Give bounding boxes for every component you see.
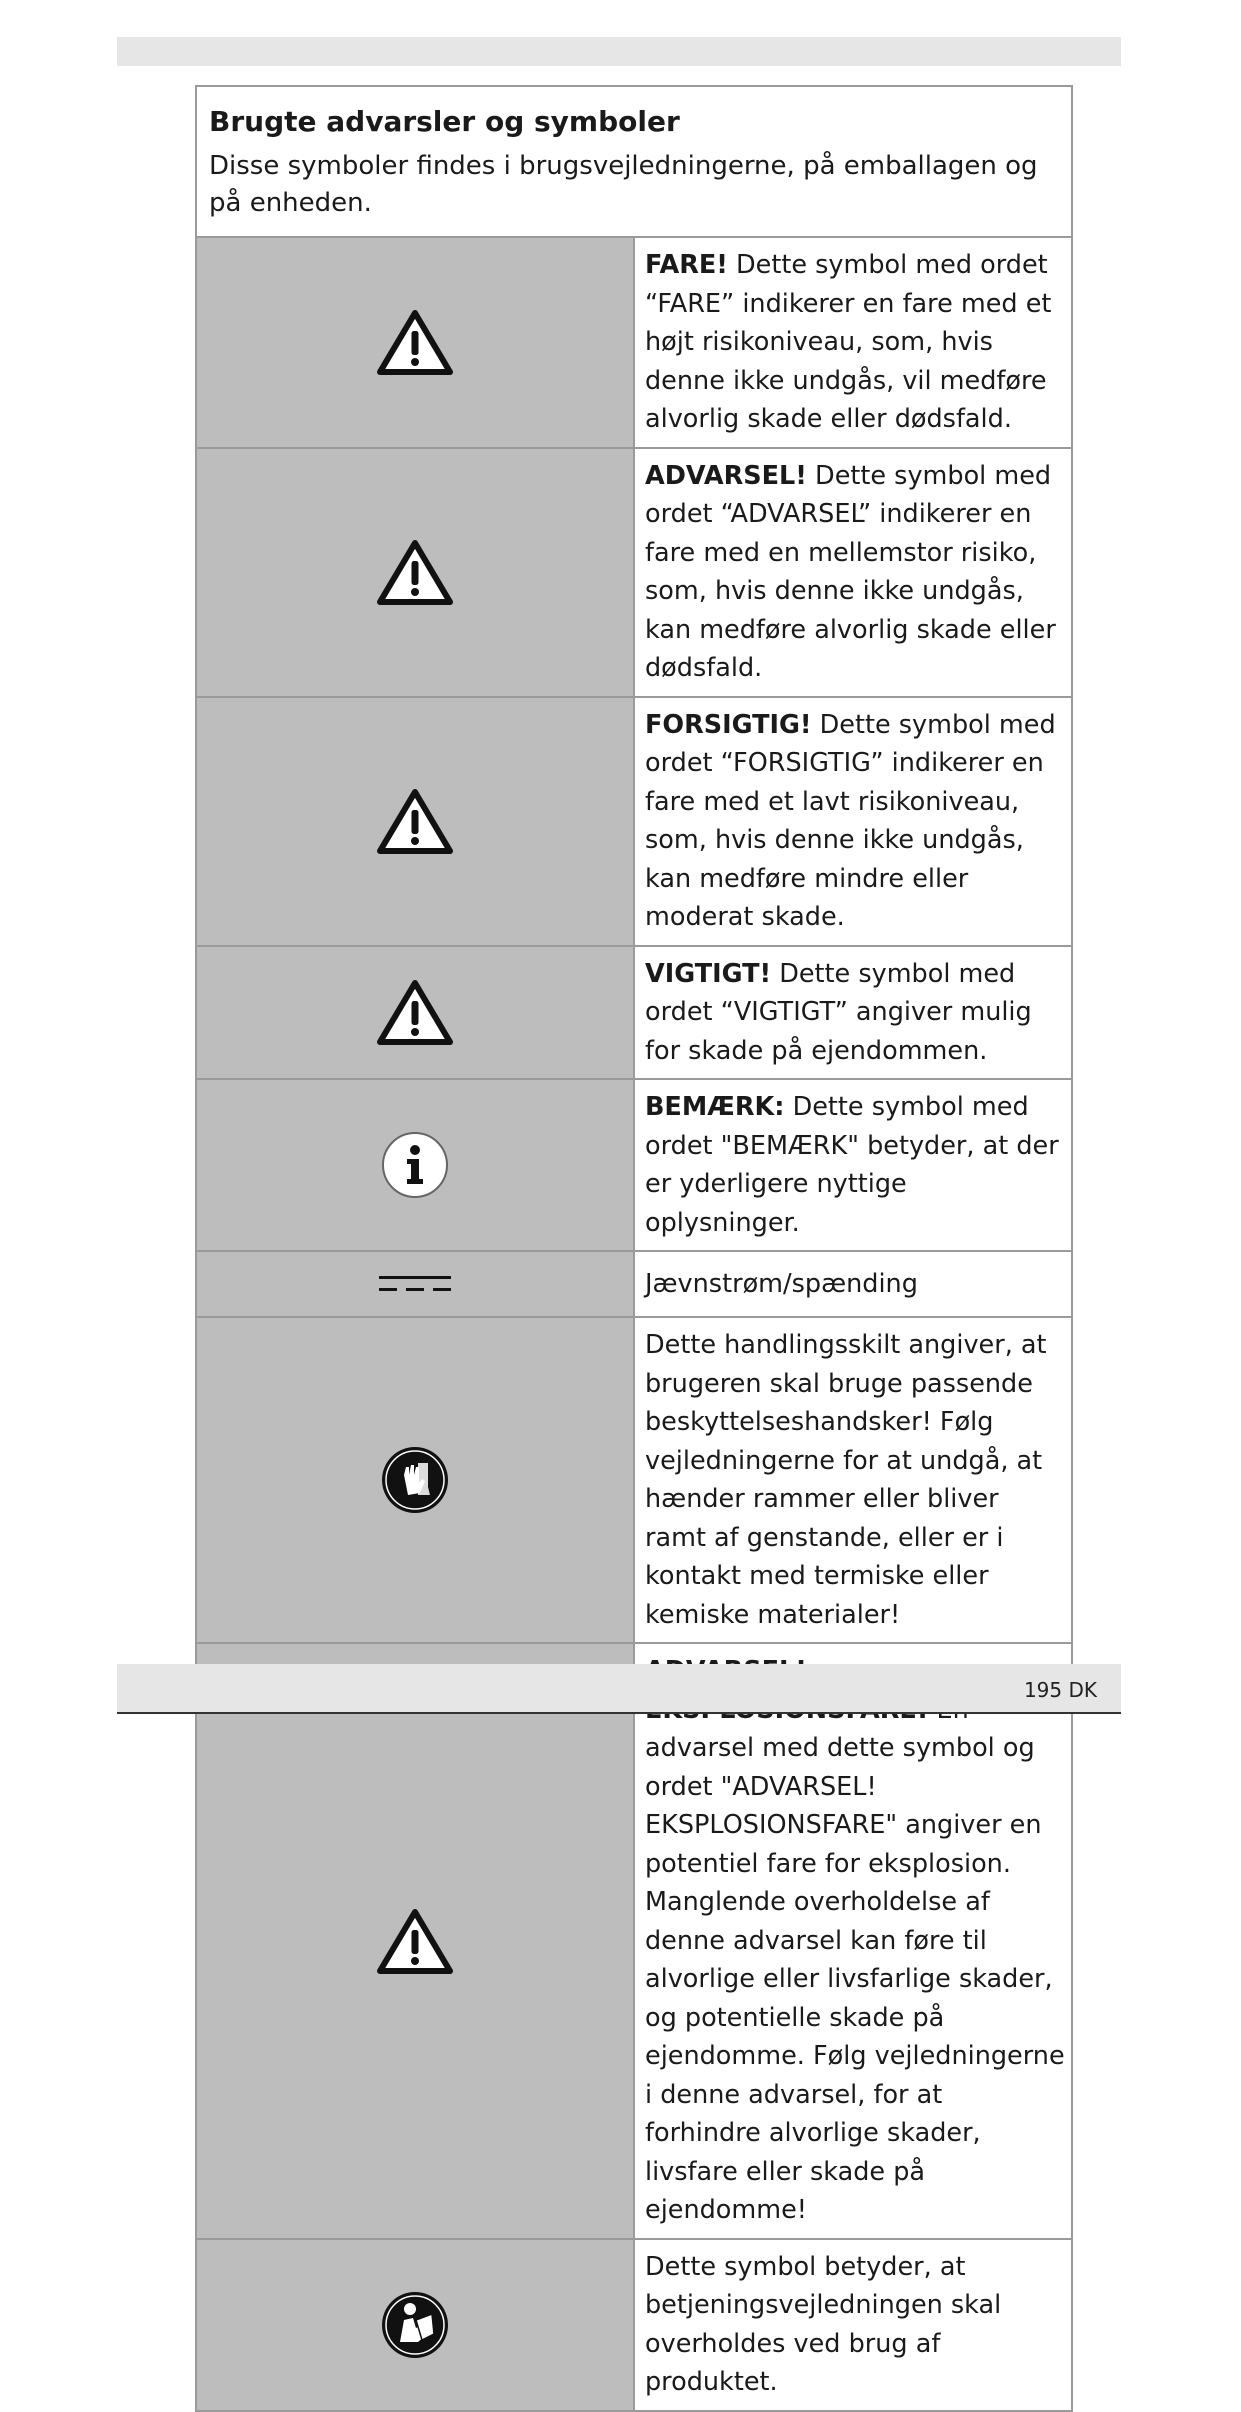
description-text: Dette symbol med ordet “VIGTIGT” angiver mulig for skade på ejendommen. (645, 958, 1032, 1066)
table-row (196, 946, 1072, 1080)
icon-cell (196, 2239, 634, 2411)
warning-triangle-icon (377, 309, 453, 375)
signal-word: FORSIGTIG! (645, 709, 812, 740)
description-text: Dette symbol med ordet “FORSIGTIG” indikerer en fare med et lavt risikoniveau, som, hvis denne ikke undgås, kan medføre mindre eller moderat skade. (645, 709, 1056, 932)
description-text: advarsel med dette symbol og ordet "ADVARSEL! EKSPLOSIONSFARE" angiver en potentiel fare for eksplosion. Manglende overholdelse af denne advarsel kan føre til alvorlige eller livsfarlige skader, og potentielle skade på ejendomme. Følg vejledningerne i denne advarsel, for at forhindre alvorlige skader, livsfare eller skade på ejendomme! (645, 1733, 1065, 2225)
description-text: Dette symbol betyder, at betjeningsvejledningen skal overholdes ved brug af produktet. (645, 2251, 1002, 2397)
warning-triangle-icon (377, 979, 453, 1045)
description-cell (634, 448, 1072, 697)
description-cell (634, 2239, 1072, 2411)
description-cell (634, 1317, 1072, 1643)
description-cell (634, 1079, 1072, 1251)
table-row (196, 697, 1072, 946)
icon-cell (196, 946, 634, 1080)
direct-current-icon (377, 1272, 453, 1296)
icon-cell (196, 1317, 634, 1643)
icon-cell (196, 237, 634, 448)
table-row (196, 2239, 1072, 2411)
header-cell (196, 86, 1072, 237)
description-cell (634, 946, 1072, 1080)
table-row (196, 1643, 1072, 2239)
footer-bar (117, 1664, 1121, 1714)
info-icon (380, 1130, 450, 1200)
section-description: Disse symboler findes i brugsvejledningerne, på emballagen og på enheden. (209, 151, 1038, 218)
icon-cell (196, 448, 634, 697)
signal-word: ADVARSEL! (645, 460, 807, 491)
page-number: 195 DK (1023, 1678, 1097, 1702)
table-row (196, 237, 1072, 448)
table-row (196, 1317, 1072, 1643)
description-text: Dette symbol med ordet "BEMÆRK" betyder, at der er yderligere nyttige oplysninger. (645, 1092, 1059, 1238)
icon-cell (196, 697, 634, 946)
icon-cell (196, 1079, 634, 1251)
description-text: Dette symbol med ordet “ADVARSEL” indikerer en fare med en mellemstor risiko, som, hvis denne ikke undgås, kan medføre alvorlig skade eller dødsfald. (645, 460, 1056, 683)
top-bar (117, 37, 1121, 66)
section-title: Brugte advarsler og symboler (209, 105, 680, 138)
symbols-table (195, 85, 1073, 2412)
description-text: Dette handlingsskilt angiver, at brugeren skal bruge passende beskyttelseshandsker! Følg vejledningerne for at undgå, at hænder rammer eller bliver ramt af genstande, eller er i kontakt med termiske eller kemiske materialer! (645, 1330, 1047, 1630)
description-cell (634, 237, 1072, 448)
table-header-row (196, 86, 1072, 237)
warning-triangle-icon (377, 788, 453, 854)
table-row (196, 448, 1072, 697)
signal-word: VIGTIGT! (645, 958, 772, 989)
read-manual-icon (380, 2290, 450, 2360)
signal-word: FARE! (645, 250, 728, 280)
description-cell (634, 697, 1072, 946)
icon-cell (196, 1643, 634, 2239)
description-cell (634, 1251, 1072, 1317)
table-row (196, 1079, 1072, 1251)
description-cell (634, 1643, 1072, 2239)
signal-word: BEMÆRK: (645, 1092, 785, 1122)
warning-triangle-icon (377, 539, 453, 605)
warning-triangle-icon (377, 1908, 453, 1974)
description-text: Dette symbol med ordet “FARE” indikerer en fare med et højt risikoniveau, som, hvis denne ikke undgås, vil medføre alvorlig skade eller dødsfald. (645, 250, 1052, 434)
icon-cell (196, 1251, 634, 1317)
protective-gloves-icon (380, 1445, 450, 1515)
table-row (196, 1251, 1072, 1317)
description-text: Jævnstrøm/spænding (645, 1268, 918, 1299)
